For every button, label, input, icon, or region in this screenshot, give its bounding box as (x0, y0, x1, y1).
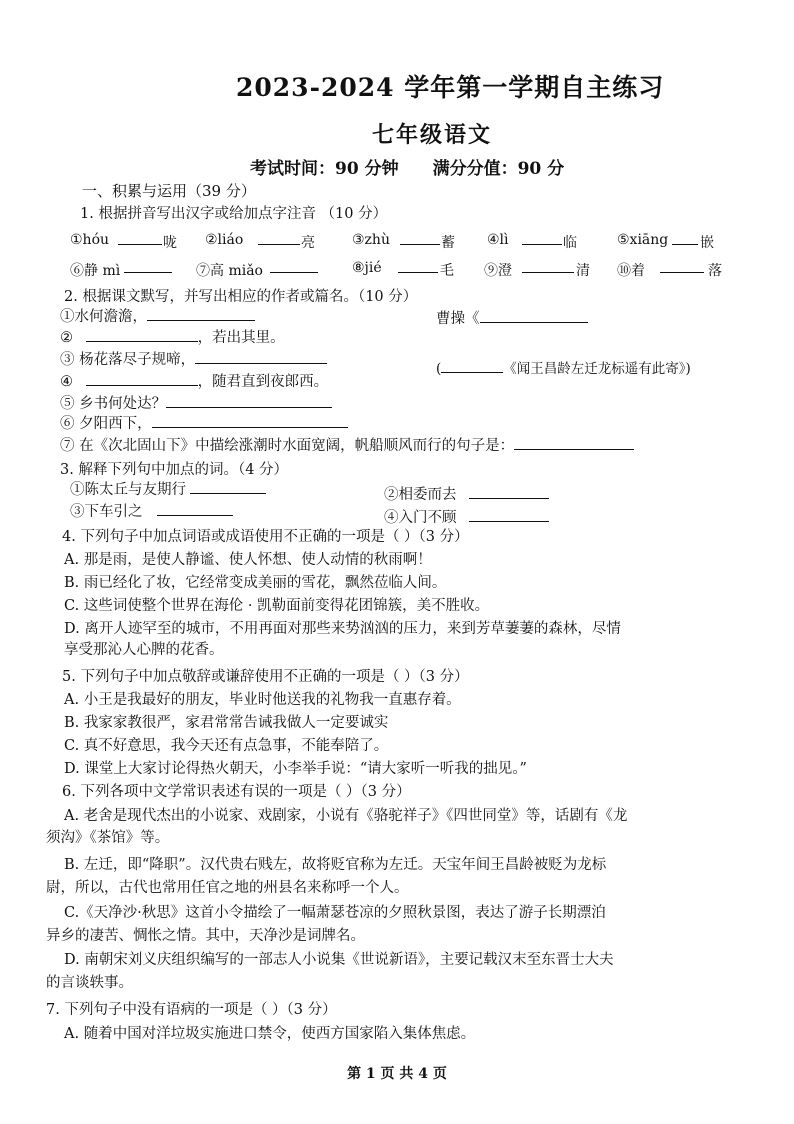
q3-text: ①陈太丘与友期行 (70, 482, 186, 498)
page-number: 第 1 页 共 4 页 (347, 1066, 447, 1082)
q6-option-b-cont: 尉，所以，古代也常用任官之地的州县名来称呼一个人。 (46, 880, 409, 896)
q2-line-4 (60, 370, 328, 391)
q6-option-a: A. 老舍是现代杰出的小说家、戏剧家，小说有《骆驼祥子》《四世同堂》等，话剧有《龙 (64, 808, 628, 824)
answer-blank[interactable] (147, 308, 255, 321)
q1-item-10: ⑩着 (617, 263, 645, 279)
q6-option-d: D. 南朝宋刘义庆组织编写的一部志人小说集《世说新语》，主要记载汉末至东晋士大夫 (64, 952, 614, 968)
q1-stem: 1. 根据拼音写出汉字或给加点字注音 （10 分） (80, 206, 388, 222)
q3-item-2 (384, 483, 549, 504)
answer-blank[interactable] (124, 260, 172, 273)
answer-blank[interactable] (152, 415, 348, 428)
poem-text: ①水何澹澹， (60, 309, 147, 325)
q2-line-7 (60, 434, 634, 455)
answer-blank[interactable] (522, 232, 562, 245)
answer-blank[interactable] (480, 310, 588, 323)
answer-blank[interactable] (469, 509, 549, 522)
q3-stem: 3. 解释下列句中加点的词。（4 分） (60, 462, 289, 478)
q2-stem: 2. 根据课文默写，并写出相应的作者或篇名。（10 分） (64, 289, 418, 305)
answer-blank[interactable] (86, 373, 198, 386)
q2-line-1 (60, 305, 255, 326)
q3-text: ④入门不顾 (384, 510, 457, 526)
answer-blank[interactable] (400, 232, 440, 245)
q1-char: 临 (563, 235, 577, 251)
q1-item-1: ①hóu (70, 232, 110, 248)
answer-blank[interactable] (258, 232, 300, 245)
answer-blank[interactable] (469, 486, 549, 499)
q1-item-5: ⑤xiāng (617, 232, 669, 248)
q5-stem: 5. 下列句子中加点敬辞或谦辞使用不正确的一项是（ ）（3 分） (62, 669, 469, 685)
poem-text: ，若出其里。 (197, 330, 285, 346)
q1-char: 毛 (440, 263, 454, 279)
q4-option-b: B. 雨已经化了妆，它经常变成美丽的雪花，飘然莅临人间。 (64, 575, 447, 591)
q1-char: 清 (576, 263, 590, 279)
q5-option-d: D. 课堂上大家讨论得热火朝天，小李举手说：“请大家听一听我的拙见。” (64, 761, 527, 777)
poem-text: ⑦ 在《次北固山下》中描绘涨潮时水面宽阔，帆船顺风而行的句子是： (60, 438, 515, 454)
q4-option-c: C. 这些词使整个世界在海伦 · 凯勒面前变得花团锦簇，美不胜收。 (64, 598, 490, 614)
answer-blank[interactable] (190, 481, 266, 494)
q1-item-3: ③zhù (352, 232, 390, 248)
q2-author (436, 307, 588, 328)
answer-blank[interactable] (118, 232, 162, 245)
q5-option-c: C. 真不好意思，我今天还有点急事，不能奉陪了。 (64, 738, 389, 754)
q4-option-d: D. 离开人迹罕至的城市，不用再面对那些来势汹汹的压力，来到芳草萋萋的森林，尽情 (64, 621, 621, 637)
q1-item-7: ⑦高 miǎo (196, 263, 263, 279)
page-title: 2023-2024 学年第一学期自主练习 (236, 73, 665, 102)
q1-char: 亮 (301, 235, 315, 251)
q5-option-a: A. 小王是我最好的朋友，毕业时他送我的礼物我一直惠存着。 (64, 692, 461, 708)
q2-line-3 (60, 348, 327, 369)
answer-blank[interactable] (270, 260, 318, 273)
poem-text: ③ 杨花落尽子规啼， (60, 352, 196, 368)
answer-blank[interactable] (660, 260, 704, 273)
q6-option-d-cont: 的言谈轶事。 (46, 975, 133, 991)
exam-meta (250, 154, 598, 179)
q7-option-a: A. 随着中国对洋垃圾实施进口禁令，使西方国家陷入集体焦虑。 (64, 1026, 476, 1042)
q1-char: 咙 (163, 235, 177, 251)
q6-stem: 6. 下列各项中文学常识表述有误的一项是（ ）（3 分） (62, 784, 411, 800)
q3-item-3 (70, 500, 233, 521)
answer-blank[interactable] (514, 437, 634, 450)
q1-char: 蓄 (441, 235, 455, 251)
q6-option-c: C.《天净沙·秋思》这首小令描绘了一幅萧瑟苍凉的夕照秋景图，表达了游子长期漂泊 (64, 905, 606, 921)
q2-line-6 (60, 412, 348, 433)
q4-option-a: A. 那是雨，是使人静谧、使人怀想、使人动情的秋雨啊！ (64, 552, 432, 568)
q1-item-8: ⑧jié (352, 260, 382, 276)
poem-num: ② (60, 330, 73, 346)
q2-line-2 (60, 326, 285, 347)
answer-blank[interactable] (522, 260, 574, 273)
q1-item-9: ⑨澄 (484, 263, 512, 279)
answer-blank[interactable] (166, 395, 332, 408)
q1-item-6: ⑥静 mì (70, 263, 121, 279)
q6-option-b: B. 左迁，即“降职”。汉代贵右贱左，故将贬官称为左迁。天宝年间王昌龄被贬为龙标 (64, 857, 607, 873)
q1-item-4: ④lì (487, 232, 509, 248)
q1-item-2: ②liáo (205, 232, 244, 248)
title-text: 《闻王昌龄左迁龙标遥有此寄》 (503, 361, 686, 377)
answer-blank[interactable] (86, 329, 198, 342)
poem-num: ④ (60, 374, 73, 390)
exam-time: 考试时间：90 分钟 (250, 159, 399, 179)
q4-stem: 4. 下列句子中加点词语或成语使用不正确的一项是（ ）（3 分） (62, 529, 469, 545)
q5-option-b: B. 我家家教很严，家君常常告诫我做人一定要诚实 (64, 715, 389, 731)
full-score: 满分分值：90 分 (432, 159, 565, 179)
page-subtitle: 七年级语文 (372, 122, 493, 148)
q3-item-1 (70, 478, 266, 499)
poem-text: ，随君直到夜郎西。 (197, 374, 329, 390)
q6-option-a-cont: 须沟》《茶馆》等。 (46, 830, 170, 846)
answer-blank[interactable] (195, 351, 327, 364)
q6-option-c-cont: 异乡的凄苦、惆怅之情。其中，天净沙是词牌名。 (46, 928, 365, 944)
answer-blank[interactable] (157, 503, 233, 516)
q7-stem: 7. 下列句子中没有语病的一项是（ ）（3 分） (46, 1002, 337, 1018)
q2-line-5 (60, 392, 332, 413)
section-heading: 一、积累与运用（39 分） (82, 182, 256, 200)
q4-option-d-cont: 享受那沁人心脾的花香。 (64, 642, 224, 658)
answer-blank[interactable] (672, 232, 698, 245)
q3-text: ②相委而去 (384, 487, 457, 503)
q2-title: ( 《闻王昌龄左迁龙标遥有此寄》) (436, 361, 691, 377)
author-text: 曹操《 (436, 311, 480, 327)
q3-text: ③下车引之 (70, 504, 143, 520)
answer-blank[interactable] (398, 260, 438, 273)
poem-text: ⑥ 夕阳西下， (60, 416, 152, 432)
q1-char: 嵌 (700, 235, 714, 251)
poem-text: ⑤ 乡书何处达？ (60, 396, 167, 412)
answer-blank[interactable] (441, 360, 503, 373)
q1-char: 落 (708, 263, 722, 279)
q3-item-4 (384, 506, 549, 527)
